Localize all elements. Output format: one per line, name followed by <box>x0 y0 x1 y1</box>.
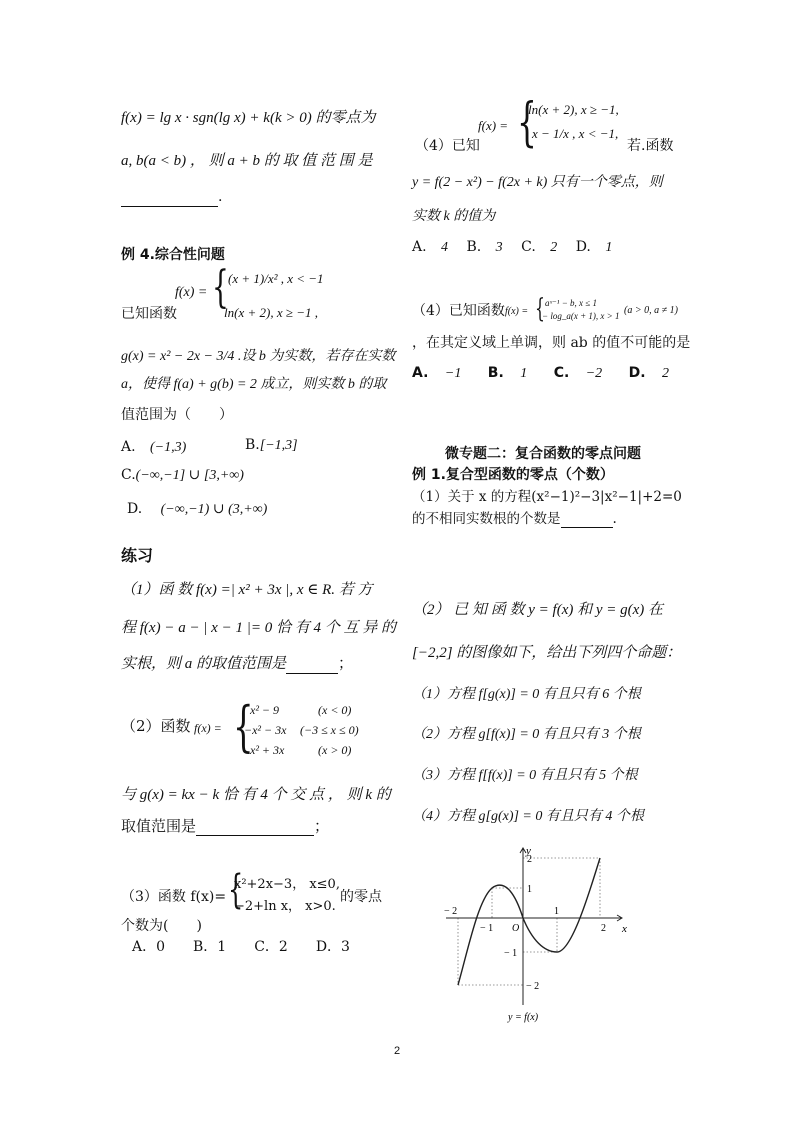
ex4-option-d <box>127 500 267 520</box>
practice-2-end: ； <box>314 817 330 835</box>
r5-opt-b-label: B. <box>487 365 504 381</box>
option-d-label: D. <box>127 501 143 517</box>
example-1-line-1: （1）关于 x 的方程(x²−1)²−3|x²−1|+2=0 <box>412 489 682 505</box>
tick-y-1: 1 <box>527 884 532 895</box>
r4-piece-1: ln(x + 2), x ≥ −1, <box>528 102 619 117</box>
r5-opt-c-value: −2 <box>585 366 603 381</box>
practice-title: 练习 <box>121 546 154 565</box>
tick-x-neg1: − 1 <box>480 923 494 934</box>
r5-opt-d-label: D. <box>628 365 646 381</box>
r4-line-3: 实数 k 的值为 <box>412 209 496 224</box>
practice-3-options: A．0 B．1 C．2 D．3 <box>132 939 350 955</box>
example-1-blank <box>561 514 613 528</box>
practice-1-line-3 <box>121 653 353 674</box>
practice-3-label: （3）函数 f(x)= <box>121 889 227 905</box>
option-a-label: A. <box>121 439 136 455</box>
intro-line-1: f(x) = lg x · sgn(lg x) + k(k > 0) 的零点为 <box>121 110 376 126</box>
practice-2-line-3 <box>121 816 329 836</box>
practice-2-line-2: 与 g(x) = kx − k 恰 有 4 个 交 点 ， 则 k 的 <box>121 787 391 803</box>
r5-brace: { <box>535 294 545 324</box>
example-4-title: 例 4.综合性问题 <box>121 247 225 263</box>
proposition-4: （4）方程 g[g(x)] = 0 有且只有 4 个根 <box>412 809 644 824</box>
p2-piece-3: x² + 3x <box>250 743 285 757</box>
r5-line-2: ，在其定义域上单调，则 ab 的值不可能的是 <box>412 335 691 351</box>
r4-opt-b-value: 3 <box>495 240 503 255</box>
ex4-fx-label: f(x) = <box>175 285 208 300</box>
tick-x-2: 2 <box>601 923 606 934</box>
p3-piece-2: −2+ln x， x>0. <box>234 899 336 914</box>
page-number: 2 <box>394 1045 401 1057</box>
practice-2-label: （2）函数 <box>121 717 191 735</box>
practice-3-brace: { <box>228 867 244 913</box>
r5-opt-b-value: 1 <box>520 366 528 381</box>
option-a-value: (−1,3) <box>150 440 187 455</box>
ex4-piece-1: (x + 1)/x² , x < −1 <box>228 271 324 286</box>
ex4-brace: { <box>212 262 229 313</box>
practice-1-text: 实根，则 a 的取值范围是 <box>121 656 287 672</box>
proposition-1: （1）方程 f[g(x)] = 0 有且只有 6 个根 <box>412 687 641 702</box>
ex4-piece-2: ln(x + 2), x ≥ −1 , <box>224 305 318 320</box>
p2-cond-1: (x < 0) <box>318 703 352 717</box>
example-1-text: 的不相同实数根的个数是 <box>412 511 561 527</box>
practice-2-blank <box>196 821 314 836</box>
r4-opt-c-value: 2 <box>550 240 558 255</box>
r5-opt-a-value: −1 <box>444 366 462 381</box>
graph-caption: y = f(x) <box>508 1012 539 1023</box>
tick-x-1: 1 <box>554 906 559 917</box>
proposition-2: （2）方程 g[f(x)] = 0 有且只有 3 个根 <box>412 727 641 742</box>
question-2-line-1: （2） 已 知 函 数 y = f(x) 和 y = g(x) 在 <box>412 602 664 618</box>
tick-y-neg1: − 1 <box>504 948 518 959</box>
r4-fx: f(x) = <box>478 118 509 133</box>
r5-opt-d-value: 2 <box>662 366 670 381</box>
ex4-gx: g(x) = x² − 2x − 3/4 .设 b 为实数，若存在实数 <box>121 349 396 364</box>
function-graph <box>440 840 640 1025</box>
r4-opt-d-label: D. <box>575 239 591 255</box>
option-b-value: [−1,3] <box>259 438 298 453</box>
r5-piece-1: aˣ⁻¹ − b, x ≤ 1 <box>545 298 597 308</box>
example-1-end: . <box>612 511 617 527</box>
r5-options <box>412 364 669 384</box>
option-c-label: C. <box>121 467 136 483</box>
r5-opt-a-label: A. <box>412 365 429 381</box>
practice-2-text: 取值范围是 <box>121 817 197 835</box>
r4-options <box>412 238 612 258</box>
example-1-title: 例 1.复合型函数的零点（个数） <box>412 467 614 483</box>
tick-y-2: 2 <box>527 854 532 865</box>
p2-cond-2: (−3 ≤ x ≤ 0) <box>300 723 359 737</box>
r4-tail: 若.函数 <box>627 138 674 154</box>
practice-2-brace: { <box>233 695 254 758</box>
intro-blank-end: . <box>218 189 223 205</box>
ex4-option-c <box>121 466 244 486</box>
r4-opt-a-value: 4 <box>441 240 449 255</box>
p2-cond-3: (x > 0) <box>318 743 352 757</box>
p2-piece-1: x² − 9 <box>250 703 280 717</box>
r4-label: （4）已知 <box>415 138 480 154</box>
r5-piece-2: − log_a(x + 1), x > 1 <box>542 311 620 321</box>
option-c-value: (−∞,−1] ∪ [3,+∞) <box>135 468 244 483</box>
ex4-line-range: 值范围为（ ） <box>121 407 233 423</box>
proposition-3: （3）方程 f[f(x)] = 0 有且只有 5 个根 <box>412 768 638 783</box>
ex4-line-a: a，使得 f(a) + g(b) = 2 成立，则实数 b 的取 <box>121 377 387 392</box>
r4-opt-b-label: B. <box>466 239 482 255</box>
r5-cond: (a > 0, a ≠ 1) <box>624 305 678 316</box>
intro-answer-blank <box>121 188 222 207</box>
r4-opt-a-label: A. <box>412 239 427 255</box>
r4-opt-d-value: 1 <box>605 240 613 255</box>
subtopic-title: 微专题二：复合函数的零点问题 <box>445 446 641 462</box>
practice-1-end: ； <box>338 654 354 672</box>
practice-2-fx: f(x) = <box>194 721 222 735</box>
r4-brace: { <box>517 93 537 153</box>
origin-label: O <box>512 923 520 934</box>
example-1-line-2 <box>412 510 617 528</box>
practice-1-blank <box>286 659 338 674</box>
ex4-known: 已知函数 <box>121 306 177 322</box>
p2-piece-2: −x² − 3x <box>244 723 287 737</box>
practice-3-line-2: 个数为( ) <box>121 918 202 934</box>
y-axis-label: y <box>526 845 531 857</box>
r4-line-2: y = f(2 − x²) − f(2x + k) 只有一个零点，则 <box>412 175 663 190</box>
practice-1-line-1: （1）函 数 f(x) =| x² + 3x |, x ∈ R. 若 方 <box>121 582 373 598</box>
ex4-option-b <box>245 436 298 456</box>
r4-piece-2: x − 1/x , x < −1, <box>532 126 619 141</box>
tick-y-neg2: − 2 <box>526 981 540 992</box>
question-2-line-2: [−2,2] 的图像如下，给出下列四个命题： <box>412 645 682 661</box>
tick-x-neg2: − 2 <box>444 906 458 917</box>
r4-opt-c-label: C. <box>521 239 536 255</box>
graph-curve <box>458 858 600 985</box>
x-axis-label: x <box>622 923 627 935</box>
option-d-value: (−∞,−1) ∪ (3,+∞) <box>160 502 268 517</box>
p3-piece-1: x²+2x−3， x≤0, <box>234 877 340 892</box>
practice-3-tail: 的零点 <box>340 889 382 905</box>
r5-label: （4）已知函数 <box>412 303 505 319</box>
intro-line-2: a, b(a < b) ， 则 a + b 的 取 值 范 围 是 <box>121 153 373 169</box>
option-b-label: B. <box>245 437 260 453</box>
r5-fx: f(x) = <box>505 306 529 317</box>
r5-opt-c-label: C. <box>553 365 570 381</box>
practice-1-line-2: 程 f(x) − a − | x − 1 |= 0 恰 有 4 个 互 异 的 <box>121 620 396 636</box>
ex4-option-a <box>121 438 186 458</box>
